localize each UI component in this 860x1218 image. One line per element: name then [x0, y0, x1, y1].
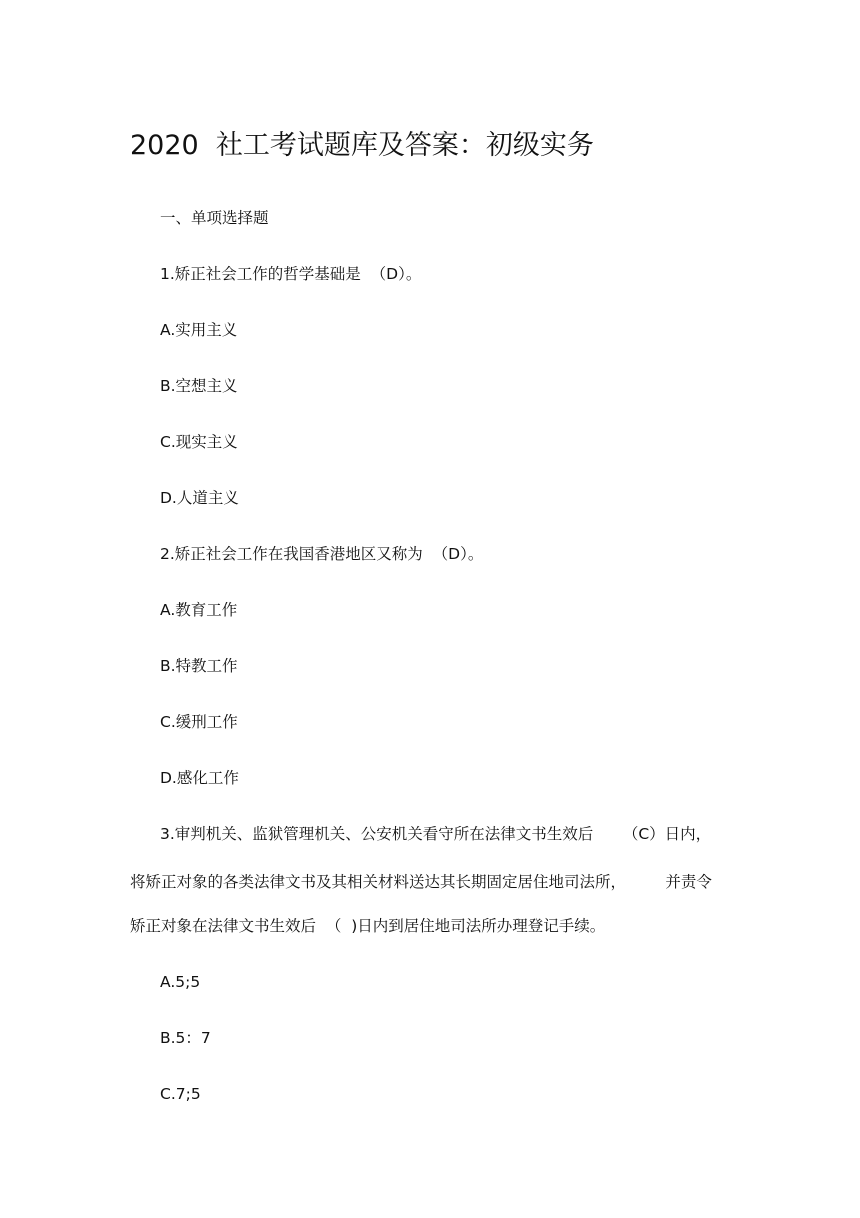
question-2-option-b: B.特教工作: [160, 657, 238, 675]
question-1-option-b: B.空想主义: [160, 377, 238, 395]
question-3-stem-line-3: 矫正对象在法律文书生效后 （ )日内到居住地司法所办理登记手续。: [130, 917, 606, 935]
question-3-option-c: C.7;5: [160, 1085, 201, 1103]
question-1-option-a: A.实用主义: [160, 321, 238, 339]
question-2-option-c: C.缓刑工作: [160, 713, 238, 731]
question-2-stem: 2.矫正社会工作在我国香港地区又称为 （D）。: [160, 545, 484, 563]
question-2-option-d: D.感化工作: [160, 769, 239, 787]
question-2-option-a: A.教育工作: [160, 601, 238, 619]
question-3-option-a: A.5;5: [160, 973, 201, 991]
question-3-stem-line-2: 将矫正对象的各类法律文书及其相关材料送达其长期固定居住地司法所， 并责令: [130, 873, 712, 891]
question-1-option-c: C.现实主义: [160, 433, 238, 451]
question-3-option-b: B.5：7: [160, 1029, 211, 1047]
document-title: 2020 社工考试题库及答案：初级实务: [130, 130, 594, 161]
question-1-option-d: D.人道主义: [160, 489, 239, 507]
question-3-stem-line-1: 3.审判机关、监狱管理机关、公安机关看守所在法律文书生效后 （C）日内，: [160, 825, 712, 843]
question-1-stem: 1.矫正社会工作的哲学基础是 （D）。: [160, 265, 422, 283]
section-heading: 一、单项选择题: [160, 209, 269, 227]
